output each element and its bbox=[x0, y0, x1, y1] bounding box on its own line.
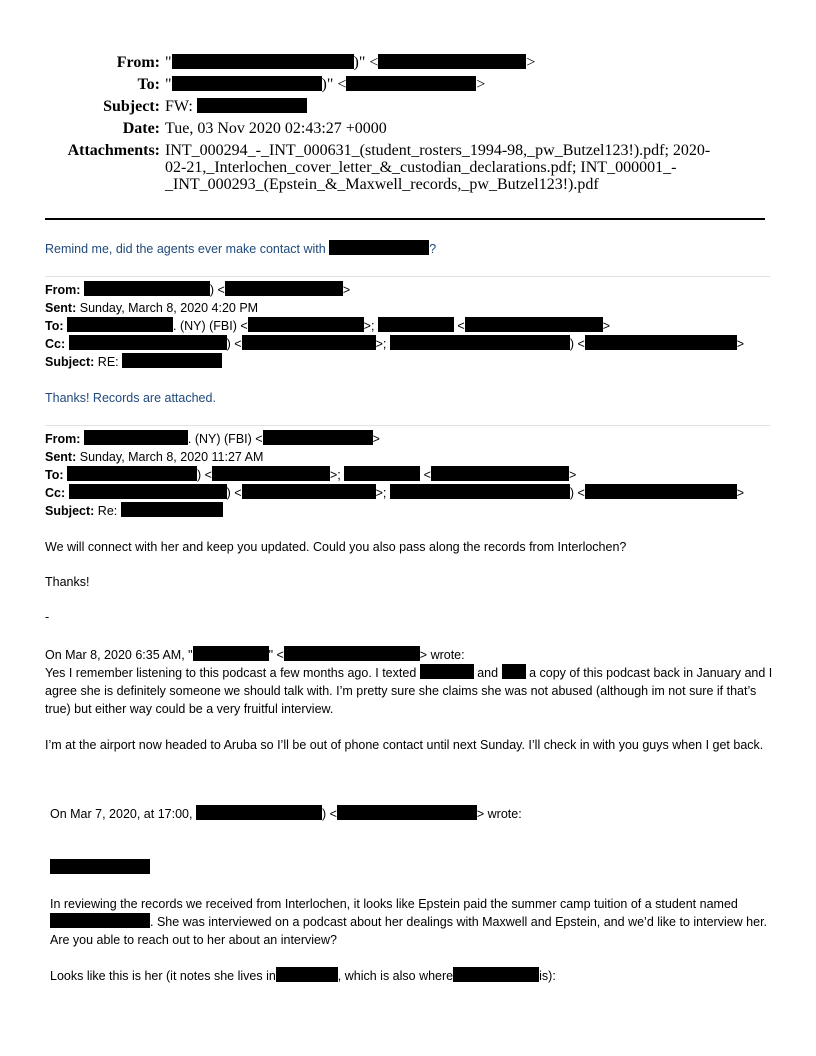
email-header bbox=[40, 52, 730, 193]
message-divider bbox=[45, 276, 770, 277]
message-2-header: From: ) < > Sent: Sunday, March 8, 2020 4:20 PM To: . (NY) (FBI) < >; < > Cc: ) < >; ) < > Subject: RE: bbox=[45, 283, 745, 369]
attribution-text: On Mar 7, 2020, at 17:00, bbox=[50, 807, 193, 821]
to-label: To: bbox=[137, 76, 160, 93]
redaction bbox=[193, 646, 269, 661]
header-to-row: To: " )" < > bbox=[40, 74, 730, 96]
redaction bbox=[263, 430, 373, 445]
redaction bbox=[84, 281, 210, 296]
sent-label: Sent: bbox=[45, 301, 77, 315]
to-label: To: bbox=[45, 468, 64, 482]
header-from-row: From: " )" < > bbox=[40, 52, 730, 74]
date-value: Tue, 03 Nov 2020 02:43:27 +0000 bbox=[165, 120, 387, 137]
subject-prefix: Re: bbox=[97, 504, 118, 518]
redaction bbox=[84, 430, 188, 445]
sent-value: Sunday, March 8, 2020 4:20 PM bbox=[79, 301, 259, 315]
redaction bbox=[50, 859, 150, 874]
message-4-body: On Mar 8, 2020 6:35 AM, " " < > wrote: Yes I remember listening to this podcast a few months ago. I texted and a copy of this podcast back in January and I agree she is definitely someone we should talk with. I’m pretty sure she claims she was not abused (although im not sure if that’s true) but either way could be a very fruitful interview. I’m at the airport now headed to Aruba so I’ll be out of phone contact until next Sunday. I’ll check in with you guys when I get back. bbox=[45, 648, 773, 752]
message-text: We will connect with her and keep you updated. Could you also pass along the records from Interlochen? bbox=[45, 540, 627, 554]
header-attachments-row bbox=[40, 140, 730, 193]
redaction bbox=[122, 353, 222, 368]
message-text: , which is also where bbox=[337, 969, 454, 983]
message-text: . She was interviewed on a podcast about her dealings with Maxwell and Epstein, and we’d like to interview her. Are you able to reach out to her about an interview? bbox=[50, 915, 768, 947]
redaction bbox=[225, 281, 343, 296]
redaction bbox=[585, 335, 737, 350]
redaction bbox=[329, 240, 429, 255]
redaction bbox=[344, 466, 420, 481]
redaction bbox=[346, 76, 476, 91]
cc-label: Cc: bbox=[45, 337, 66, 351]
redaction bbox=[69, 335, 227, 350]
redaction bbox=[390, 484, 570, 499]
message-2-body: Thanks! Records are attached. bbox=[45, 391, 216, 405]
redaction bbox=[67, 317, 173, 332]
message-3-body bbox=[45, 538, 770, 626]
attribution-text: > wrote: bbox=[419, 648, 465, 662]
message-5-body: On Mar 7, 2020, at 17:00, ) < > wrote: In reviewing the records we received from Interlochen, it looks like Epstein paid the summer camp tuition of a student named . She was interviewed on a podcast about her dealings with Maxwell and Epstein, and we’d like to interview her. Are you able to reach out to her about an interview? Looks like this is her (it notes she lives in , which is also where is): bbox=[50, 807, 768, 983]
subject-label: Subject: bbox=[45, 504, 95, 518]
message-text: is): bbox=[539, 969, 556, 983]
attribution-text: On Mar 8, 2020 6:35 AM, " bbox=[45, 648, 193, 662]
redaction bbox=[378, 54, 526, 69]
header-subject-row bbox=[40, 96, 730, 118]
attachments-label: Attachments: bbox=[67, 142, 160, 159]
redaction bbox=[69, 484, 227, 499]
message-text: ? bbox=[429, 242, 437, 256]
cc-label: Cc: bbox=[45, 486, 66, 500]
message-text: Looks like this is her (it notes she lives in bbox=[50, 969, 276, 983]
redaction bbox=[242, 484, 376, 499]
redaction bbox=[420, 664, 474, 679]
to-label: To: bbox=[45, 319, 64, 333]
redaction bbox=[196, 805, 322, 820]
message-1-body bbox=[45, 240, 436, 258]
message-text: Thanks! bbox=[45, 575, 90, 589]
message-text: and bbox=[477, 666, 499, 680]
date-label: Date: bbox=[122, 120, 160, 137]
redaction bbox=[242, 335, 376, 350]
header-date-row bbox=[40, 118, 730, 140]
redaction bbox=[248, 317, 364, 332]
redaction bbox=[276, 967, 338, 982]
redaction bbox=[121, 502, 223, 517]
message-text: I’m at the airport now headed to Aruba so I’ll be out of phone contact until next Sunday. I’ll check in with you guys when I get back. bbox=[45, 738, 764, 752]
message-divider bbox=[45, 425, 770, 426]
redaction bbox=[172, 54, 354, 69]
subject-label: Subject: bbox=[103, 98, 160, 115]
attachments-value[interactable]: INT_000294_-_INT_000631_(student_rosters_1994-98,_pw_Butzel123!).pdf; 2020-02-21,_Interlochen_cover_letter_&_custodian_declarations.pdf; INT_000001_-_INT_000293_(Epstein_&_Maxwell_records,_pw_Butzel123!).pdf bbox=[165, 142, 711, 193]
redaction bbox=[431, 466, 569, 481]
redaction bbox=[585, 484, 737, 499]
attribution-text: > wrote: bbox=[476, 807, 522, 821]
message-3-header: From: . (NY) (FBI) < > Sent: Sunday, March 8, 2020 11:27 AM To: ) < >; < > Cc: ) < >; ) < > Subject: Re: bbox=[45, 432, 745, 518]
header-divider bbox=[45, 218, 765, 220]
from-agency: . (NY) (FBI) < bbox=[187, 432, 263, 446]
redaction bbox=[212, 466, 330, 481]
redaction bbox=[502, 664, 526, 679]
from-label: From: bbox=[45, 283, 81, 297]
redaction bbox=[284, 646, 420, 661]
redaction bbox=[390, 335, 570, 350]
subject-label: Subject: bbox=[45, 355, 95, 369]
redaction bbox=[172, 76, 322, 91]
message-text: Remind me, did the agents ever make contact with bbox=[45, 242, 326, 256]
message-text: Yes I remember listening to this podcast a few months ago. I texted bbox=[45, 666, 417, 680]
subject-prefix: FW: bbox=[165, 98, 193, 115]
redaction bbox=[67, 466, 197, 481]
to-agency: . (NY) (FBI) < bbox=[173, 319, 248, 333]
from-label: From: bbox=[116, 54, 160, 71]
redaction bbox=[453, 967, 539, 982]
redaction bbox=[378, 317, 454, 332]
redaction bbox=[197, 98, 307, 113]
subject-prefix: RE: bbox=[97, 355, 119, 369]
redaction bbox=[50, 913, 150, 928]
redaction bbox=[337, 805, 477, 820]
message-text: - bbox=[45, 610, 50, 624]
redaction bbox=[465, 317, 603, 332]
message-text: a copy of this podcast back in January and I agree she is definitely someone we should talk with. I’m pretty sure she claims she was not abused (although im not sure if that’s true) but either way could be a very fruitful interview. bbox=[45, 666, 773, 716]
sent-value: Sunday, March 8, 2020 11:27 AM bbox=[79, 450, 264, 464]
from-label: From: bbox=[45, 432, 81, 446]
sent-label: Sent: bbox=[45, 450, 77, 464]
message-text: In reviewing the records we received from Interlochen, it looks like Epstein paid the summer camp tuition of a student named bbox=[50, 897, 738, 911]
